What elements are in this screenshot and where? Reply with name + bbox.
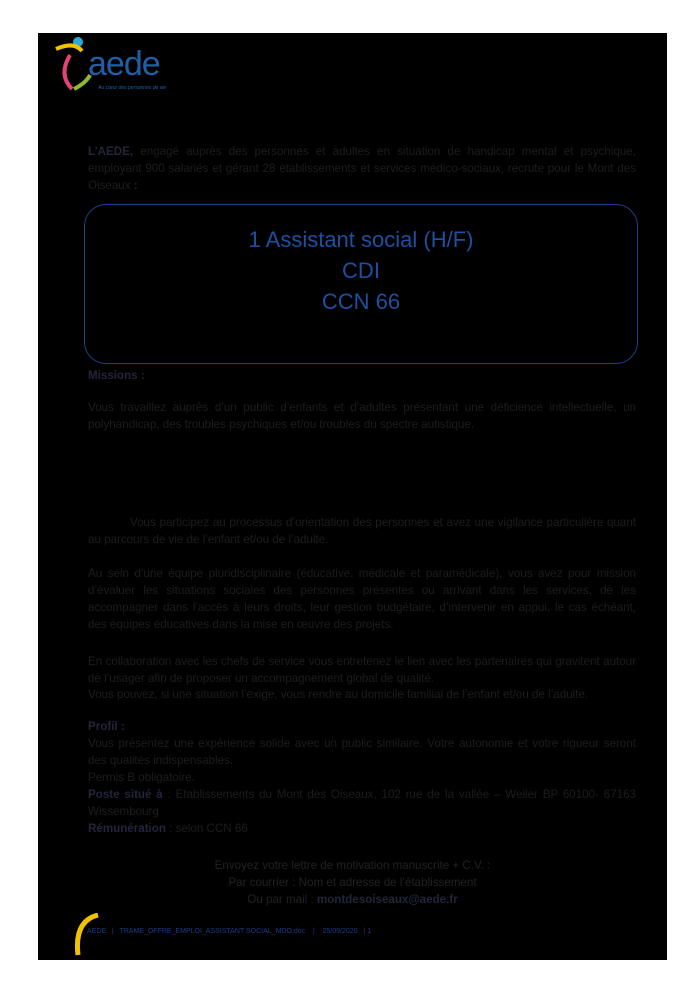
missions-heading: Missions : <box>88 369 145 382</box>
contact-line-1: Envoyez votre lettre de motivation manuscrite + C.V. : <box>214 859 491 872</box>
contact-email-link[interactable]: montdesoiseaux@aede.fr <box>316 893 458 906</box>
intro-colon: : <box>130 179 138 192</box>
job-title: 1 Assistant social (H/F) <box>248 227 474 252</box>
footer-sep-2: | <box>312 928 315 935</box>
convention: CCN 66 <box>321 289 401 314</box>
footer-page-number: 1 <box>367 928 372 935</box>
footer-swoosh-icon <box>68 913 108 958</box>
missions-p4b: Vous pouvez, si une situation l’exige, vous rendre au domicile familial de l’enfant et/ou de l’adulte. <box>88 688 589 701</box>
contact-line-2: Par courrier : Nom et adresse de l’établissement <box>228 876 477 889</box>
missions-p4a: En collaboration avec les chefs de service vous entretenez le lien avec les partenaires qui gravitent autour de l’usager afin de proposer un accompagnement global de qualité. <box>88 655 636 685</box>
missions-p2: Vous participez au processus d’orientation des personnes et avez une vigilance particulière quant au parcours de vie de l’enfant et/ou de l’adulte. <box>88 516 636 546</box>
remuneration-label: Rémunération <box>88 822 166 835</box>
remuneration-value: : selon CCN 66 <box>165 822 248 835</box>
footer-info <box>87 928 371 935</box>
profil-heading: Profil : <box>88 720 125 733</box>
logo-wordmark: aede <box>88 45 160 83</box>
permis: Permis B obligatoire. <box>88 771 195 784</box>
footer-sep-1: | <box>111 928 114 935</box>
footer-date: 25/09/2020 <box>322 928 358 935</box>
profil-p1: Vous présentez une expérience solide avec un public similaire. Votre autonomie et votre rigueur seront des qualités indispensables. <box>88 737 636 767</box>
poste-value: : Etablissements du Mont des Oiseaux, 102 rue de la vallée – Weiler BP 60100- 67163 Wissembourg <box>88 788 636 818</box>
logo-tagline: Au cœur des personnes de vie <box>98 85 167 91</box>
contact-line-3 <box>38 891 667 908</box>
remuneration <box>88 820 636 837</box>
intro-paragraph <box>88 143 636 194</box>
org-name: L’AEDE, <box>88 145 134 158</box>
document-page <box>38 33 667 960</box>
contact-mail-label: Ou par mail : <box>247 893 317 906</box>
footer-sep-3: | <box>363 928 366 935</box>
contract-type: CDI <box>342 258 380 283</box>
poste-location <box>88 786 636 820</box>
aede-logo <box>52 35 182 97</box>
job-title-box <box>84 204 638 364</box>
poste-label: Poste situé à <box>88 788 163 801</box>
footer-org: AEDE <box>87 928 107 935</box>
missions-p3: Au sein d’une équipe pluridisciplinaire (éducative, médicale et paramédicale), vous avez pour mission d’évaluer les situations sociales des personnes présentes ou arrivant dans les services, de les accompagner dans l’accès à leurs droits, leur gestion budgétaire, d’intervenir en appui, le cas échéant, des équipes éducatives dans la mise en œuvre des projets. <box>88 567 636 631</box>
missions-p1: Vous travaillez auprès d’un public d’enfants et d’adultes présentant une déficience intellectuelle, un polyhandicap, des troubles psychiques et/ou troubles du spectre autistique. <box>88 401 636 431</box>
footer-filename: TRAME_OFFRE_EMPLOI_ASSISTANT SOCIAL_MDO.doc <box>119 928 306 935</box>
intro-text: engagé auprès des personnes et adultes en situation de handicap mental et psychique, employant 900 salariés et gérant 28 établissements et services médico-sociaux, recrute pour le Mont des Oiseaux <box>88 145 636 192</box>
